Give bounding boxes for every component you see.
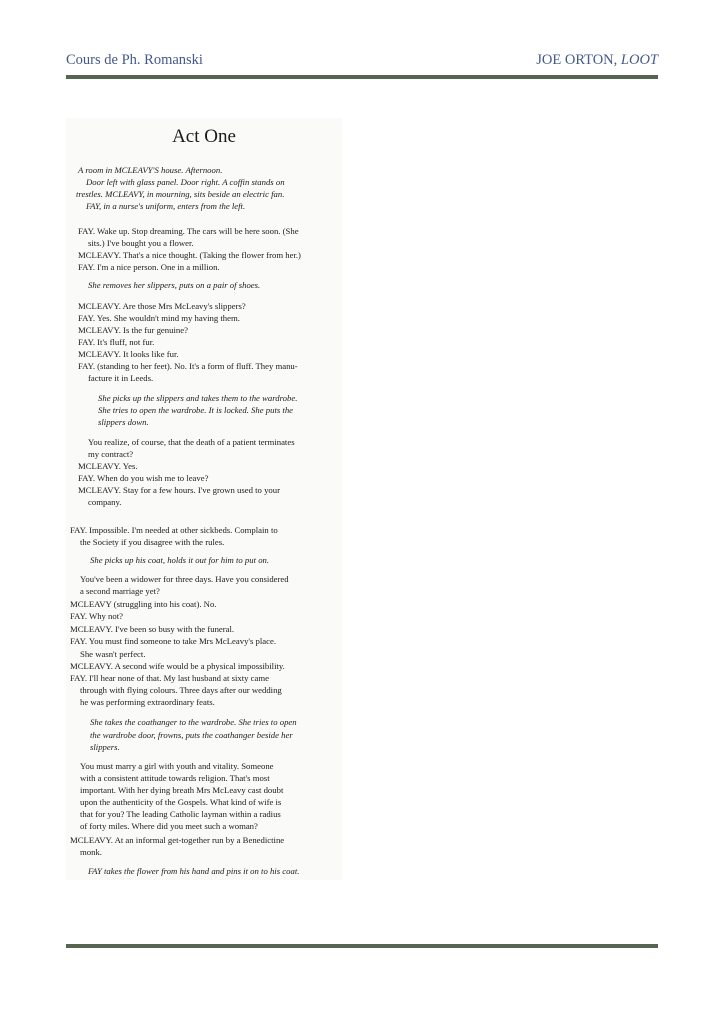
dialogue-line: MCLEAVY. It looks like fur. bbox=[78, 349, 179, 359]
scanned-script-page bbox=[66, 118, 342, 880]
dialogue-line: You realize, of course, that the death of a patient terminates bbox=[88, 437, 295, 447]
dialogue-line: company. bbox=[88, 497, 122, 507]
dialogue-line: MCLEAVY. A second wife would be a physical impossibility. bbox=[70, 661, 285, 671]
top-divider bbox=[66, 75, 658, 79]
dialogue-line: of forty miles. Where did you meet such a woman? bbox=[80, 821, 258, 831]
dialogue-line: MCLEAVY. At an informal get-together run by a Benedictine bbox=[70, 835, 285, 845]
dialogue-line: MCLEAVY. Stay for a few hours. I've grown used to your bbox=[78, 485, 280, 495]
dialogue-line: MCLEAVY. Yes. bbox=[78, 461, 138, 471]
dialogue-line: through with flying colours. Three days after our wedding bbox=[80, 685, 282, 695]
dialogue-line: MCLEAVY. Is the fur genuine? bbox=[78, 325, 188, 335]
dialogue-line: the Society if you disagree with the rules. bbox=[80, 537, 225, 547]
dialogue-line: sits.) I've bought you a flower. bbox=[88, 238, 194, 248]
stage-setting-line: FAY, in a nurse's uniform, enters from the left. bbox=[86, 201, 246, 211]
dialogue-line: She wasn't perfect. bbox=[80, 649, 146, 659]
dialogue-line: You've been a widower for three days. Have you considered bbox=[80, 574, 289, 584]
dialogue-line: facture it in Leeds. bbox=[88, 373, 154, 383]
dialogue-line: FAY. You must find someone to take Mrs McLeavy's place. bbox=[70, 636, 277, 646]
course-header: Cours de Ph. Romanski bbox=[66, 52, 203, 68]
dialogue-line: my contract? bbox=[88, 449, 134, 459]
dialogue-line: FAY. Why not? bbox=[70, 611, 124, 621]
stage-setting-line: Door left with glass panel. Door right. A coffin stands on bbox=[86, 177, 285, 187]
dialogue-line: FAY. It's fluff, not fur. bbox=[78, 337, 155, 347]
dialogue-line: MCLEAVY. I've been so busy with the funeral. bbox=[70, 624, 235, 634]
dialogue-line: important. With her dying breath Mrs McLeavy cast doubt bbox=[80, 785, 284, 795]
stage-direction: She picks up the slippers and takes them to the wardrobe. bbox=[98, 393, 298, 403]
dialogue-line: MCLEAVY. Are those Mrs McLeavy's slippers? bbox=[78, 301, 246, 311]
dialogue-line: a second marriage yet? bbox=[80, 586, 160, 596]
dialogue-line: FAY. Wake up. Stop dreaming. The cars will be here soon. (She bbox=[78, 226, 299, 236]
stage-direction: FAY takes the flower from his hand and pins it on to his coat. bbox=[88, 866, 300, 876]
stage-setting-line: trestles. MCLEAVY, in mourning, sits beside an electric fan. bbox=[76, 189, 285, 199]
stage-direction: She picks up his coat, holds it out for him to put on. bbox=[90, 555, 270, 565]
dialogue-line: You must marry a girl with youth and vitality. Someone bbox=[80, 761, 274, 771]
stage-direction: She tries to open the wardrobe. It is locked. She puts the bbox=[98, 405, 294, 415]
dialogue-line: upon the authenticity of the Gospels. What kind of wife is bbox=[80, 797, 282, 807]
dialogue-line: MCLEAVY (struggling into his coat). No. bbox=[70, 599, 217, 609]
play-header bbox=[536, 52, 658, 69]
dialogue-line: FAY. I'm a nice person. One in a million. bbox=[78, 262, 220, 272]
play-title: LOOT bbox=[620, 52, 658, 68]
dialogue-line: with a consistent attitude towards religion. That's most bbox=[80, 773, 270, 783]
dialogue-line: FAY. When do you wish me to leave? bbox=[78, 473, 209, 483]
page-title: Act One bbox=[172, 126, 236, 147]
stage-direction: slippers down. bbox=[98, 417, 149, 427]
dialogue-line: that for you? The leading Catholic layman within a radius bbox=[80, 809, 281, 819]
stage-direction: She takes the coathanger to the wardrobe. She tries to open bbox=[90, 717, 297, 727]
dialogue-line: he was performing extraordinary feats. bbox=[80, 697, 215, 707]
stage-direction: She removes her slippers, puts on a pair of shoes. bbox=[88, 280, 261, 290]
dialogue-line: FAY. Yes. She wouldn't mind my having them. bbox=[78, 313, 240, 323]
dialogue-line: FAY. I'll hear none of that. My last husband at sixty came bbox=[70, 673, 270, 683]
stage-setting-line: A room in MCLEAVY'S house. Afternoon. bbox=[78, 165, 223, 175]
stage-direction: the wardrobe door, frowns, puts the coathanger beside her bbox=[90, 730, 293, 740]
bottom-divider bbox=[66, 944, 658, 948]
author-name: JOE ORTON, bbox=[536, 52, 618, 68]
stage-direction: slippers. bbox=[90, 742, 120, 752]
dialogue-line: FAY. (standing to her feet). No. It's a form of fluff. They manu- bbox=[78, 361, 298, 371]
dialogue-line: monk. bbox=[80, 847, 102, 857]
dialogue-line: FAY. Impossible. I'm needed at other sickbeds. Complain to bbox=[70, 525, 278, 535]
dialogue-line: MCLEAVY. That's a nice thought. (Taking the flower from her.) bbox=[78, 250, 301, 260]
